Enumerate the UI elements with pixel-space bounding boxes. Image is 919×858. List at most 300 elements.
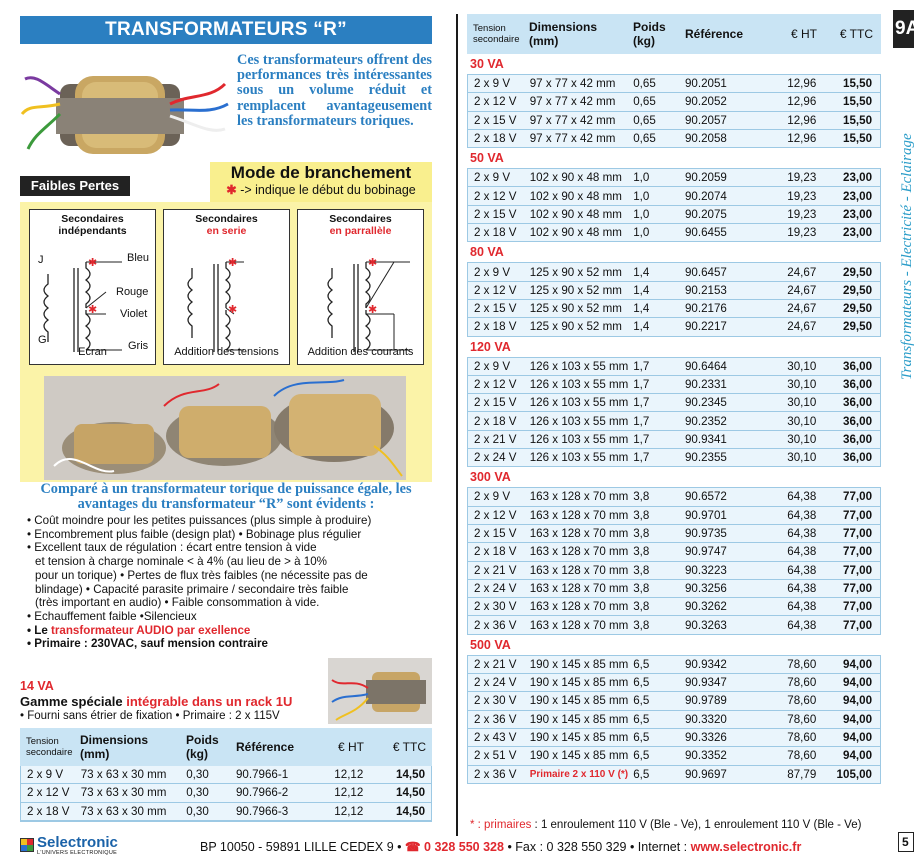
section-body <box>467 357 881 468</box>
cell-poids: 0,65 <box>633 95 656 109</box>
footer <box>0 834 890 858</box>
cell-price-ttc: 14,50 <box>396 804 426 818</box>
cell-tension: 2 x 30 V <box>474 600 517 614</box>
cell-dimensions: 102 x 90 x 48 mm <box>529 189 622 203</box>
list-item: blindage) • Capacité parasite primaire / secondaire très faible <box>35 582 349 596</box>
cell-reference: 90.2074 <box>684 189 727 203</box>
table-row <box>468 169 880 187</box>
cell-poids: 1,7 <box>633 396 650 410</box>
cell-price-ttc: 36,00 <box>843 359 873 373</box>
cell-reference: 90.2051 <box>684 77 727 91</box>
cell-price-ttc: 94,00 <box>843 712 873 726</box>
column-divider <box>456 14 458 836</box>
cell-dimensions: 163 x 128 x 70 mm <box>529 508 629 522</box>
cell-price-ttc: 14,50 <box>396 786 426 800</box>
faibles-pertes-badge: Faibles Pertes <box>20 176 130 196</box>
cell-price-ttc: 94,00 <box>843 731 873 745</box>
logo-icon <box>20 838 34 852</box>
section-body <box>467 168 881 242</box>
section-title: 30 VA <box>467 54 881 74</box>
table-row <box>468 130 880 148</box>
label-rouge: Rouge <box>116 286 149 298</box>
fourni-note: • Fourni sans étrier de fixation • Primaire : 2 x 115V <box>20 710 280 722</box>
website-link[interactable]: www.selectronic.fr <box>690 840 802 854</box>
cell-reference: 90.7966-2 <box>235 786 289 800</box>
cell-price-ttc: 36,00 <box>843 396 873 410</box>
cell-price-ht: 30,10 <box>787 432 817 446</box>
cell-price-ttc: 36,00 <box>843 378 873 391</box>
cell-dimensions: 126 x 103 x 55 mm <box>529 414 629 428</box>
table-row <box>468 224 880 242</box>
table-row <box>468 656 880 674</box>
cell-tension: 2 x 36 V <box>474 618 517 632</box>
cell-tension: 2 x 9 V <box>474 171 511 185</box>
cell-price-ttc: 77,00 <box>843 618 873 632</box>
table-row <box>21 766 431 784</box>
cell-reference: 90.6572 <box>684 490 727 504</box>
table-row <box>468 729 880 747</box>
cell-tension: 2 x 21 V <box>474 563 517 577</box>
cell-price-ht: 12,12 <box>334 786 364 800</box>
mode-de-branchement-box <box>210 162 432 202</box>
cell-reference: 90.9789 <box>684 694 727 708</box>
cell-poids: 1,7 <box>633 432 650 446</box>
cell-reference: 90.3223 <box>684 563 727 577</box>
table-row <box>468 562 880 580</box>
cell-price-ht: 19,23 <box>787 226 817 240</box>
diagram-caption: Ecran <box>78 346 107 358</box>
cell-dimensions: 73 x 63 x 30 mm <box>80 804 167 818</box>
cell-price-ht: 64,38 <box>787 600 817 614</box>
cell-dimensions: 102 x 90 x 48 mm <box>529 226 622 240</box>
cell-reference: 90.2059 <box>684 171 727 185</box>
cell-tension: 2 x 18 V <box>474 545 517 559</box>
table-row <box>468 112 880 130</box>
cell-reference: 90.2153 <box>684 283 727 297</box>
cell-dimensions: 125 x 90 x 52 mm <box>529 320 622 334</box>
cell-tension: 2 x 30 V <box>474 694 517 708</box>
cell-tension: 2 x 15 V <box>474 302 517 316</box>
cell-poids: 1,0 <box>633 189 650 203</box>
side-title-text: Transformateurs - Electricité - Eclairage <box>899 133 915 380</box>
cell-reference: 90.3352 <box>684 749 727 763</box>
cell-poids: 1,4 <box>633 320 650 334</box>
cell-price-ttc: 15,50 <box>843 132 873 146</box>
table-row <box>468 449 880 467</box>
cell-dimensions: 126 x 103 x 55 mm <box>529 359 629 373</box>
section-body <box>467 262 881 336</box>
cell-poids: 1,7 <box>633 414 650 428</box>
list-item: • Coût moindre pour les petites puissances (plus simple à produire) <box>27 514 372 527</box>
cell-dimensions: 126 x 103 x 55 mm <box>529 378 629 391</box>
list-item: • Encombrement plus faible (design plat) • Bobinage plus régulier <box>27 527 362 541</box>
cell-price-ttc: 36,00 <box>843 451 873 465</box>
cell-poids: 0,65 <box>633 77 656 91</box>
cell-tension: 2 x 12 V <box>27 786 70 800</box>
cell-poids: 1,0 <box>633 207 650 221</box>
label-bleu: Bleu <box>127 252 150 264</box>
list-item-audio: • Le transformateur AUDIO par exellence <box>27 623 251 637</box>
table-row <box>468 263 880 281</box>
cell-poids: 0,65 <box>633 113 656 127</box>
cell-poids: 1,7 <box>633 451 650 465</box>
cell-poids: 0,65 <box>633 132 656 146</box>
cell-dimensions: 126 x 103 x 55 mm <box>529 451 629 465</box>
cell-reference: 90.6457 <box>684 265 727 279</box>
cell-tension: 2 x 36 V <box>474 712 517 726</box>
selectronic-logo <box>20 834 140 856</box>
cell-reference: 90.7966-1 <box>235 768 289 782</box>
cell-price-ht: 24,67 <box>787 283 817 297</box>
cell-poids: 6,5 <box>633 657 650 671</box>
cell-reference: 90.9342 <box>684 657 727 671</box>
cell-poids: 6,5 <box>633 749 650 763</box>
cell-dimensions: 102 x 90 x 48 mm <box>529 171 622 185</box>
cell-dimensions: 163 x 128 x 70 mm <box>529 527 629 541</box>
cell-price-ht: 30,10 <box>787 451 817 465</box>
phone: ☎ 0 328 550 328 <box>404 840 504 854</box>
table-row <box>468 488 880 506</box>
cell-poids: 3,8 <box>633 508 650 522</box>
cell-tension: 2 x 18 V <box>474 414 517 428</box>
cell-dimensions: 97 x 77 x 42 mm <box>529 77 616 91</box>
cell-tension: 2 x 12 V <box>474 189 517 203</box>
cell-poids: 3,8 <box>633 563 650 577</box>
mode-subtitle <box>210 183 432 198</box>
svg-text:✱: ✱ <box>228 304 238 316</box>
cell-tension: 2 x 21 V <box>474 432 517 446</box>
cell-price-ttc: 94,00 <box>843 749 873 763</box>
cell-price-ttc: 77,00 <box>843 508 873 522</box>
cell-tension: 2 x 15 V <box>474 207 517 221</box>
cell-price-ht: 19,23 <box>787 189 817 203</box>
cell-price-ttc: 77,00 <box>843 600 873 614</box>
cell-reference: 90.9347 <box>684 676 727 690</box>
cell-tension: 2 x 18 V <box>27 804 70 818</box>
cell-price-ht: 24,67 <box>787 320 817 334</box>
cell-price-ht: 19,23 <box>787 171 817 185</box>
cell-price-ht: 64,38 <box>787 490 817 504</box>
cell-tension: 2 x 9 V <box>474 490 511 504</box>
table-row <box>468 711 880 729</box>
table-row <box>468 766 880 784</box>
cell-dimensions: 190 x 145 x 85 mm <box>529 749 629 763</box>
cell-poids: 3,8 <box>633 581 650 595</box>
table-body <box>467 54 881 784</box>
cell-poids: 6,5 <box>633 767 650 781</box>
cell-price-ttc: 94,00 <box>843 657 873 671</box>
footnote: * : primaires : 1 enroulement 110 V (Ble - Ve), 1 enroulement 110 V (Ble - Ve) <box>470 819 862 831</box>
cell-tension: 2 x 15 V <box>474 527 517 541</box>
cell-tension: 2 x 43 V <box>474 731 517 745</box>
cell-dimensions: 190 x 145 x 85 mm <box>529 657 629 671</box>
chapter-tab: 9A <box>893 10 914 48</box>
cell-price-ht: 12,96 <box>787 95 817 109</box>
cell-reference: 90.3326 <box>684 731 727 745</box>
table-row <box>468 674 880 692</box>
cell-poids: 6,5 <box>633 731 650 745</box>
cell-poids: 1,4 <box>633 265 650 279</box>
cell-dimensions: 97 x 77 x 42 mm <box>529 132 616 146</box>
diagram-en-serie <box>163 209 290 365</box>
table-row <box>468 376 880 394</box>
table-row <box>21 784 431 802</box>
cell-poids: 3,8 <box>633 600 650 614</box>
page-title: TRANSFORMATEURS “R” <box>20 16 432 44</box>
table-14va <box>20 728 432 822</box>
cell-reference: 90.9341 <box>684 432 727 446</box>
cell-reference: 90.2176 <box>684 302 727 316</box>
cell-price-ht: 24,67 <box>787 302 817 316</box>
list-item: (très important en audio) • Faible consommation à vide. <box>35 596 320 610</box>
cell-price-ht: 30,10 <box>787 414 817 428</box>
cell-price-ht: 30,10 <box>787 359 817 373</box>
label-gris: Gris <box>128 340 149 352</box>
cell-tension: 2 x 9 V <box>474 265 511 279</box>
label-j: J <box>38 254 44 266</box>
cell-price-ht: 12,96 <box>787 77 817 91</box>
cell-tension: 2 x 9 V <box>27 768 64 782</box>
cell-price-ttc: 77,00 <box>843 490 873 504</box>
cell-price-ht: 30,10 <box>787 378 817 391</box>
cell-price-ttc: 29,50 <box>843 283 873 297</box>
table-row <box>468 692 880 710</box>
cell-price-ht: 12,12 <box>334 804 364 818</box>
cell-dimensions: 163 x 128 x 70 mm <box>529 545 629 559</box>
logo-tagline: L'UNIVERS ELECTRONIQUE <box>37 850 118 856</box>
contact-info <box>200 839 801 854</box>
cell-poids: 1,7 <box>633 359 650 373</box>
table-row <box>468 412 880 430</box>
cell-dimensions: 190 x 145 x 85 mm <box>529 731 629 745</box>
transformer-photo <box>20 54 232 164</box>
cell-reference: 90.9701 <box>684 508 727 522</box>
cell-dimensions: 125 x 90 x 52 mm <box>529 265 622 279</box>
list-item-primaire: • Primaire : 230VAC, sauf mension contraire <box>27 637 268 651</box>
svg-text:✱: ✱ <box>368 257 378 269</box>
cell-price-ttc: 15,50 <box>843 113 873 127</box>
cell-price-ttc: 77,00 <box>843 527 873 541</box>
cell-poids: 6,5 <box>633 676 650 690</box>
fax: • Fax : 0 328 550 329 • Internet : <box>503 840 691 854</box>
label-violet: Violet <box>120 308 148 320</box>
cell-price-ht: 78,60 <box>787 694 817 708</box>
diagram-caption: Addition des tensions <box>174 346 279 358</box>
cell-poids: 6,5 <box>633 694 650 708</box>
transformers-photo <box>44 376 406 480</box>
cell-reference: 90.2345 <box>684 396 727 410</box>
table-row <box>468 525 880 543</box>
cell-tension: 2 x 24 V <box>474 581 517 595</box>
cell-price-ht: 12,96 <box>787 113 817 127</box>
label-g: G <box>38 334 47 346</box>
diagram-title: Secondaires indépendants <box>58 213 127 237</box>
cell-dimensions: 125 x 90 x 52 mm <box>529 302 622 316</box>
cell-reference: 90.2057 <box>684 113 727 127</box>
diagram-title: Secondaires en serie <box>195 213 258 237</box>
cell-reference: 90.7966-3 <box>235 804 289 818</box>
cell-price-ht: 78,60 <box>787 749 817 763</box>
table-row <box>468 93 880 111</box>
cell-dimensions: 73 x 63 x 30 mm <box>80 786 167 800</box>
cell-price-ttc: 36,00 <box>843 432 873 446</box>
section-title: 120 VA <box>467 337 881 357</box>
cell-tension: 2 x 21 V <box>474 657 517 671</box>
gamme-speciale: Gamme spéciale intégrable dans un rack 1U <box>20 694 293 709</box>
cell-price-ttc: 23,00 <box>843 171 873 185</box>
cell-dimensions: 125 x 90 x 52 mm <box>529 283 622 297</box>
table-row <box>21 803 431 821</box>
cell-dimensions: 190 x 145 x 85 mm <box>529 676 629 690</box>
table-row <box>468 507 880 525</box>
cell-reference: 90.2052 <box>684 95 727 109</box>
cell-poids: 3,8 <box>633 618 650 632</box>
cell-dimensions: Primaire 2 x 110 V (*) <box>529 768 629 780</box>
wiring-diagrams-panel <box>20 202 432 370</box>
cell-price-ht: 64,38 <box>787 527 817 541</box>
cell-tension: 2 x 18 V <box>474 226 517 240</box>
cell-dimensions: 163 x 128 x 70 mm <box>529 581 629 595</box>
cell-dimensions: 163 x 128 x 70 mm <box>529 600 629 614</box>
cell-price-ttc: 23,00 <box>843 226 873 240</box>
diagram-caption: Addition des courants <box>307 346 414 358</box>
table-header: Tension secondaire Dimensions (mm) Poids (kg) Référence € HT € TTC <box>467 14 881 54</box>
cell-reference: 90.2331 <box>684 378 727 391</box>
section-title: 500 VA <box>467 635 881 655</box>
cell-reference: 90.3262 <box>684 600 727 614</box>
table-row <box>468 747 880 765</box>
table-row <box>468 431 880 449</box>
cell-tension: 2 x 24 V <box>474 676 517 690</box>
cell-reference: 90.3263 <box>684 618 727 632</box>
cell-tension: 2 x 9 V <box>474 359 511 373</box>
cell-tension: 2 x 18 V <box>474 132 517 146</box>
diagram-independants <box>29 209 156 365</box>
cell-poids: 1,4 <box>633 302 650 316</box>
cell-price-ht: 19,23 <box>787 207 817 221</box>
cell-price-ht: 64,38 <box>787 618 817 632</box>
compare-title: Comparé à un transformateur torique de puissance égale, les avantages du transformateur “R” sont évidents : <box>40 481 412 513</box>
cell-price-ht: 64,38 <box>787 545 817 559</box>
cell-dimensions: 126 x 103 x 55 mm <box>529 396 629 410</box>
cell-poids: 3,8 <box>633 527 650 541</box>
cell-price-ttc: 29,50 <box>843 320 873 334</box>
cell-tension: 2 x 12 V <box>474 283 517 297</box>
cell-reference: 90.2217 <box>684 320 727 334</box>
cell-tension: 2 x 12 V <box>474 378 517 391</box>
cell-tension: 2 x 15 V <box>474 113 517 127</box>
table-row <box>468 394 880 412</box>
cell-dimensions: 126 x 103 x 55 mm <box>529 432 629 446</box>
cell-price-ht: 78,60 <box>787 676 817 690</box>
cell-reference: 90.2355 <box>684 451 727 465</box>
intro-text: Ces transformateurs offrent des performances très intéressantes sous un volume réduit et remplacent avantageusement les transformateurs toriques. <box>237 52 432 129</box>
cell-tension: 2 x 51 V <box>474 749 517 763</box>
cell-price-ttc: 77,00 <box>843 581 873 595</box>
cell-price-ttc: 36,00 <box>843 414 873 428</box>
cell-price-ttc: 77,00 <box>843 563 873 577</box>
cell-price-ht: 64,38 <box>787 563 817 577</box>
table-row <box>468 75 880 93</box>
cell-price-ttc: 14,50 <box>396 768 426 782</box>
cell-poids: 1,0 <box>633 226 650 240</box>
cell-poids: 6,5 <box>633 712 650 726</box>
svg-text:✱: ✱ <box>88 304 98 316</box>
cell-price-ttc: 94,00 <box>843 676 873 690</box>
cell-reference: 90.9697 <box>684 767 727 781</box>
star-icon: ✱ <box>226 183 237 197</box>
cell-poids: 0,30 <box>186 804 209 818</box>
cell-price-ht: 64,38 <box>787 581 817 595</box>
table-row <box>468 616 880 634</box>
list-item: • Excellent taux de régulation : écart entre tension à vide <box>27 541 317 555</box>
table-row <box>468 300 880 318</box>
table-row <box>468 282 880 300</box>
cell-tension: 2 x 15 V <box>474 396 517 410</box>
table-row <box>468 358 880 376</box>
section-title: 50 VA <box>467 148 881 168</box>
table-row <box>468 543 880 561</box>
cell-price-ttc: 23,00 <box>843 207 873 221</box>
cell-dimensions: 97 x 77 x 42 mm <box>529 95 616 109</box>
price-table <box>467 14 881 784</box>
cell-reference: 90.6464 <box>684 359 727 373</box>
cell-dimensions: 163 x 128 x 70 mm <box>529 563 629 577</box>
section-body <box>467 655 881 784</box>
list-item: • Echauffement faible •Silencieux <box>27 609 197 623</box>
wiring-schematic-icon <box>164 210 291 366</box>
cell-price-ttc: 77,00 <box>843 545 873 559</box>
side-section-title <box>896 60 914 380</box>
cell-reference: 90.9747 <box>684 545 727 559</box>
table-row <box>468 580 880 598</box>
transformers-photo-panel <box>20 370 432 482</box>
cell-price-ttc: 23,00 <box>843 189 873 203</box>
cell-price-ttc: 94,00 <box>843 694 873 708</box>
svg-text:✱: ✱ <box>228 257 238 269</box>
table-row <box>468 187 880 205</box>
cell-price-ht: 78,60 <box>787 712 817 726</box>
cell-price-ht: 78,60 <box>787 731 817 745</box>
cell-price-ht: 87,79 <box>787 767 817 781</box>
table-row <box>468 598 880 616</box>
diagram-en-parallele <box>297 209 424 365</box>
cell-price-ht: 12,96 <box>787 132 817 146</box>
cell-dimensions: 190 x 145 x 85 mm <box>529 694 629 708</box>
section-title: 300 VA <box>467 467 881 487</box>
table-header: Tension secondaire Dimensions (mm) Poids (kg) Référence € HT € TTC <box>20 728 432 766</box>
cell-price-ht: 24,67 <box>787 265 817 279</box>
section-title: 80 VA <box>467 242 881 262</box>
cell-price-ht: 12,12 <box>334 768 364 782</box>
cell-price-ttc: 15,50 <box>843 95 873 109</box>
table-row <box>468 206 880 224</box>
cell-reference: 90.3256 <box>684 581 727 595</box>
cell-dimensions: 97 x 77 x 42 mm <box>529 113 616 127</box>
wiring-schematic-icon <box>298 210 425 366</box>
diagram-title: Secondaires en parrallèle <box>329 213 392 237</box>
cell-dimensions: 73 x 63 x 30 mm <box>80 768 167 782</box>
cell-dimensions: 102 x 90 x 48 mm <box>529 207 622 221</box>
svg-text:✱: ✱ <box>368 304 378 316</box>
cell-poids: 1,4 <box>633 283 650 297</box>
cell-tension: 2 x 12 V <box>474 95 517 109</box>
cell-reference: 90.9735 <box>684 527 727 541</box>
cell-poids: 3,8 <box>633 490 650 504</box>
cell-reference: 90.2075 <box>684 207 727 221</box>
cell-reference: 90.3320 <box>684 712 727 726</box>
page-number: 5 <box>898 832 914 852</box>
